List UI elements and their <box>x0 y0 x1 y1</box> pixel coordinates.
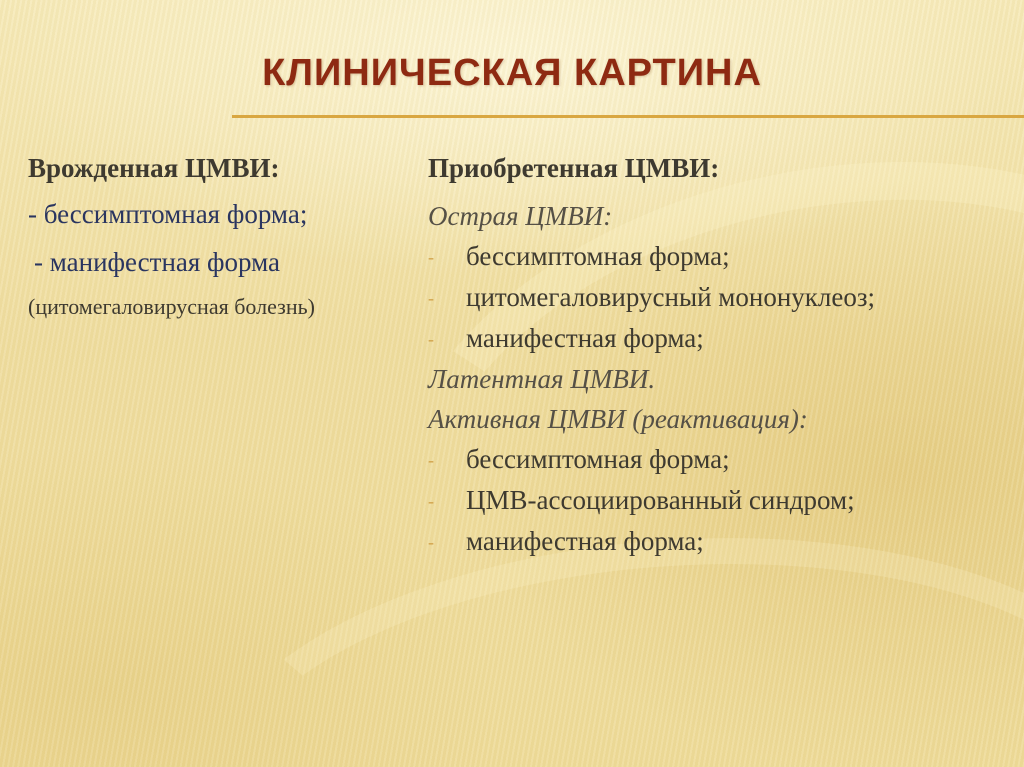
dash-bullet-icon: - <box>428 247 434 267</box>
slide-title: КЛИНИЧЕСКАЯ КАРТИНА <box>262 52 762 94</box>
list-item <box>428 236 1018 277</box>
latent-group-title: Латентная ЦМВИ. <box>428 364 656 394</box>
acquired-heading: Приобретенная ЦМВИ: <box>428 153 720 183</box>
active-group-title: Активная ЦМВИ (реактивация): <box>428 404 808 434</box>
congenital-note: (цитомегаловирусная болезнь) <box>28 294 315 319</box>
list-item <box>428 277 1018 318</box>
dash-bullet-icon: - <box>428 491 434 511</box>
active-group <box>428 399 1018 562</box>
dash-bullet-icon: - <box>428 329 434 349</box>
title-underline <box>232 115 1024 118</box>
list-item-text: цитомегаловирусный мононуклеоз; <box>466 282 876 312</box>
acquired-column <box>428 148 1018 562</box>
congenital-heading: Врожденная ЦМВИ: <box>28 153 280 183</box>
list-item-text: бессимптомная форма; <box>466 241 730 271</box>
dash-bullet-icon: - <box>428 450 434 470</box>
acute-group-title: Острая ЦМВИ: <box>428 201 613 231</box>
latent-group <box>428 359 1018 399</box>
dash-bullet-icon: - <box>428 532 434 552</box>
congenital-manifest-form: - манифестная форма <box>34 247 281 277</box>
list-item-text: манифестная форма; <box>466 526 704 556</box>
list-item <box>428 318 1018 359</box>
list-item-text: манифестная форма; <box>466 323 704 353</box>
list-item <box>428 439 1018 480</box>
list-item <box>428 480 1018 521</box>
dash-bullet-icon: - <box>428 288 434 308</box>
congenital-asymptomatic-form: - бессимптомная форма; <box>28 199 308 229</box>
list-item-text: бессимптомная форма; <box>466 444 730 474</box>
acute-group-list <box>428 236 1018 359</box>
list-item-text: ЦМВ-ассоциированный синдром; <box>466 485 855 515</box>
congenital-column <box>28 148 408 326</box>
list-item <box>428 521 1018 562</box>
active-group-list <box>428 439 1018 562</box>
acute-group <box>428 196 1018 359</box>
